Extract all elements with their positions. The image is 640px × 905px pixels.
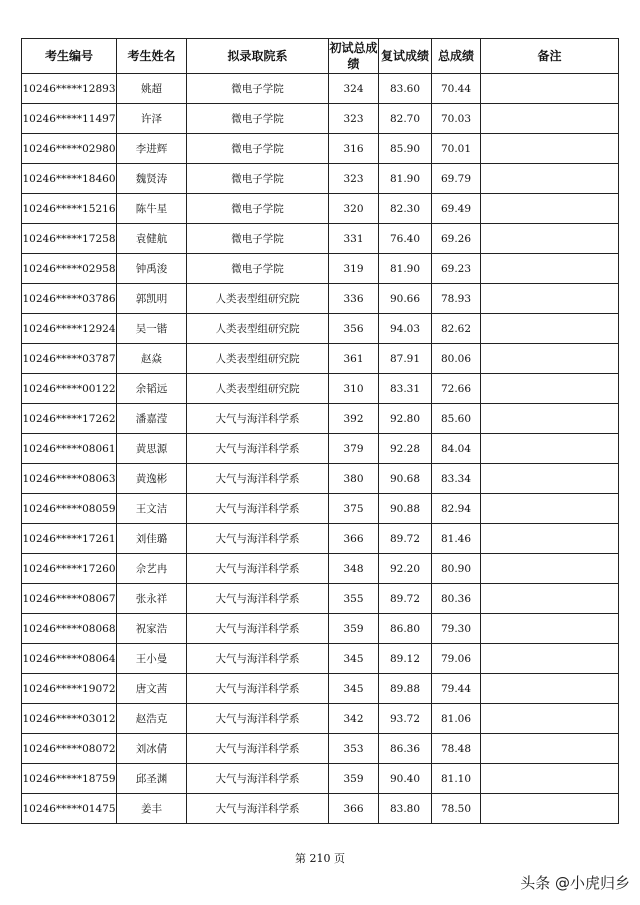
table-row — [22, 704, 619, 734]
table-row — [22, 284, 619, 314]
admission-score-table — [21, 38, 619, 824]
cell-candidate-id: 10246*****01475 — [22, 794, 117, 824]
cell-candidate-id: 10246*****08059 — [22, 494, 117, 524]
cell-total-score: 82.94 — [432, 494, 481, 524]
cell-preliminary-score: 375 — [329, 494, 379, 524]
cell-total-score: 69.23 — [432, 254, 481, 284]
table-row — [22, 254, 619, 284]
cell-remarks — [481, 74, 619, 104]
header-remarks: 备注 — [481, 39, 619, 74]
cell-interview-score: 92.20 — [379, 554, 432, 584]
table-header-row — [22, 39, 619, 74]
cell-candidate-id: 10246*****08063 — [22, 464, 117, 494]
cell-remarks — [481, 254, 619, 284]
cell-remarks — [481, 314, 619, 344]
cell-candidate-name: 陈牛星 — [117, 194, 187, 224]
cell-total-score: 83.34 — [432, 464, 481, 494]
cell-department: 微电子学院 — [187, 134, 329, 164]
cell-candidate-name: 赵焱 — [117, 344, 187, 374]
cell-candidate-name: 钟禹浚 — [117, 254, 187, 284]
cell-interview-score: 81.90 — [379, 164, 432, 194]
watermark: 头条 @小虎归乡 — [520, 874, 630, 892]
cell-interview-score: 94.03 — [379, 314, 432, 344]
cell-candidate-id: 10246*****08067 — [22, 584, 117, 614]
cell-candidate-name: 佘艺冉 — [117, 554, 187, 584]
cell-candidate-name: 姚超 — [117, 74, 187, 104]
cell-department: 大气与海洋科学系 — [187, 764, 329, 794]
table-row — [22, 134, 619, 164]
cell-preliminary-score: 331 — [329, 224, 379, 254]
cell-candidate-id: 10246*****08068 — [22, 614, 117, 644]
cell-total-score: 81.06 — [432, 704, 481, 734]
cell-total-score: 80.90 — [432, 554, 481, 584]
cell-interview-score: 85.90 — [379, 134, 432, 164]
cell-total-score: 84.04 — [432, 434, 481, 464]
cell-total-score: 81.46 — [432, 524, 481, 554]
table-row — [22, 104, 619, 134]
cell-department: 人类表型组研究院 — [187, 344, 329, 374]
cell-department: 微电子学院 — [187, 194, 329, 224]
cell-candidate-id: 10246*****12893 — [22, 74, 117, 104]
cell-remarks — [481, 644, 619, 674]
table-row — [22, 554, 619, 584]
cell-candidate-name: 吴一锴 — [117, 314, 187, 344]
cell-candidate-name: 郭凯明 — [117, 284, 187, 314]
table-row — [22, 494, 619, 524]
cell-candidate-name: 袁健航 — [117, 224, 187, 254]
cell-remarks — [481, 224, 619, 254]
table-row — [22, 734, 619, 764]
cell-candidate-name: 刘冰倩 — [117, 734, 187, 764]
cell-department: 大气与海洋科学系 — [187, 674, 329, 704]
cell-total-score: 80.06 — [432, 344, 481, 374]
cell-interview-score: 90.88 — [379, 494, 432, 524]
cell-department: 人类表型组研究院 — [187, 314, 329, 344]
cell-remarks — [481, 734, 619, 764]
cell-interview-score: 81.90 — [379, 254, 432, 284]
cell-remarks — [481, 194, 619, 224]
cell-interview-score: 89.12 — [379, 644, 432, 674]
cell-remarks — [481, 584, 619, 614]
cell-candidate-id: 10246*****02958 — [22, 254, 117, 284]
cell-preliminary-score: 336 — [329, 284, 379, 314]
table-row — [22, 524, 619, 554]
cell-department: 大气与海洋科学系 — [187, 524, 329, 554]
cell-total-score: 80.36 — [432, 584, 481, 614]
cell-candidate-name: 许泽 — [117, 104, 187, 134]
cell-candidate-id: 10246*****03012 — [22, 704, 117, 734]
cell-preliminary-score: 355 — [329, 584, 379, 614]
cell-total-score: 81.10 — [432, 764, 481, 794]
cell-remarks — [481, 164, 619, 194]
cell-candidate-name: 黄思源 — [117, 434, 187, 464]
cell-preliminary-score: 316 — [329, 134, 379, 164]
cell-remarks — [481, 764, 619, 794]
cell-total-score: 78.93 — [432, 284, 481, 314]
table-row — [22, 464, 619, 494]
cell-total-score: 78.50 — [432, 794, 481, 824]
cell-candidate-name: 王小曼 — [117, 644, 187, 674]
cell-preliminary-score: 380 — [329, 464, 379, 494]
table-row — [22, 584, 619, 614]
header-total-score: 总成绩 — [432, 39, 481, 74]
cell-remarks — [481, 464, 619, 494]
table-row — [22, 164, 619, 194]
cell-department: 微电子学院 — [187, 254, 329, 284]
cell-preliminary-score: 379 — [329, 434, 379, 464]
cell-remarks — [481, 554, 619, 584]
cell-interview-score: 83.60 — [379, 74, 432, 104]
cell-interview-score: 82.30 — [379, 194, 432, 224]
table-row — [22, 194, 619, 224]
header-preliminary-score: 初试总成绩 — [329, 39, 379, 74]
cell-remarks — [481, 794, 619, 824]
cell-preliminary-score: 319 — [329, 254, 379, 284]
cell-remarks — [481, 344, 619, 374]
cell-candidate-id: 10246*****18460 — [22, 164, 117, 194]
cell-total-score: 72.66 — [432, 374, 481, 404]
cell-preliminary-score: 361 — [329, 344, 379, 374]
cell-interview-score: 76.40 — [379, 224, 432, 254]
cell-total-score: 79.44 — [432, 674, 481, 704]
cell-remarks — [481, 614, 619, 644]
cell-preliminary-score: 356 — [329, 314, 379, 344]
cell-remarks — [481, 134, 619, 164]
cell-candidate-name: 赵浩克 — [117, 704, 187, 734]
cell-department: 大气与海洋科学系 — [187, 614, 329, 644]
cell-interview-score: 89.88 — [379, 674, 432, 704]
cell-preliminary-score: 323 — [329, 164, 379, 194]
table-row — [22, 344, 619, 374]
cell-preliminary-score: 320 — [329, 194, 379, 224]
cell-department: 大气与海洋科学系 — [187, 434, 329, 464]
cell-interview-score: 86.80 — [379, 614, 432, 644]
cell-preliminary-score: 324 — [329, 74, 379, 104]
cell-candidate-id: 10246*****00122 — [22, 374, 117, 404]
cell-remarks — [481, 374, 619, 404]
cell-preliminary-score: 366 — [329, 524, 379, 554]
cell-candidate-id: 10246*****03786 — [22, 284, 117, 314]
table-row — [22, 434, 619, 464]
header-interview-score: 复试成绩 — [379, 39, 432, 74]
cell-total-score: 79.30 — [432, 614, 481, 644]
cell-preliminary-score: 345 — [329, 674, 379, 704]
table-row — [22, 224, 619, 254]
cell-interview-score: 89.72 — [379, 524, 432, 554]
table-row — [22, 314, 619, 344]
cell-preliminary-score: 353 — [329, 734, 379, 764]
header-candidate-id: 考生编号 — [22, 39, 117, 74]
cell-candidate-id: 10246*****08072 — [22, 734, 117, 764]
cell-department: 微电子学院 — [187, 74, 329, 104]
cell-total-score: 70.01 — [432, 134, 481, 164]
cell-candidate-id: 10246*****18759 — [22, 764, 117, 794]
cell-interview-score: 83.31 — [379, 374, 432, 404]
cell-candidate-name: 张永祥 — [117, 584, 187, 614]
cell-remarks — [481, 404, 619, 434]
cell-preliminary-score: 366 — [329, 794, 379, 824]
cell-department: 大气与海洋科学系 — [187, 644, 329, 674]
cell-candidate-name: 黄逸彬 — [117, 464, 187, 494]
cell-candidate-name: 余韬远 — [117, 374, 187, 404]
cell-preliminary-score: 392 — [329, 404, 379, 434]
cell-preliminary-score: 345 — [329, 644, 379, 674]
cell-remarks — [481, 524, 619, 554]
cell-interview-score: 86.36 — [379, 734, 432, 764]
cell-preliminary-score: 348 — [329, 554, 379, 584]
cell-total-score: 79.06 — [432, 644, 481, 674]
cell-interview-score: 90.40 — [379, 764, 432, 794]
cell-interview-score: 93.72 — [379, 704, 432, 734]
header-candidate-name: 考生姓名 — [117, 39, 187, 74]
cell-candidate-name: 王文洁 — [117, 494, 187, 524]
cell-interview-score: 82.70 — [379, 104, 432, 134]
cell-candidate-name: 唐文茜 — [117, 674, 187, 704]
cell-candidate-id: 10246*****19072 — [22, 674, 117, 704]
cell-preliminary-score: 323 — [329, 104, 379, 134]
cell-candidate-id: 10246*****08064 — [22, 644, 117, 674]
cell-department: 大气与海洋科学系 — [187, 734, 329, 764]
cell-candidate-name: 李进辉 — [117, 134, 187, 164]
cell-total-score: 69.79 — [432, 164, 481, 194]
cell-department: 微电子学院 — [187, 104, 329, 134]
cell-preliminary-score: 310 — [329, 374, 379, 404]
cell-department: 大气与海洋科学系 — [187, 554, 329, 584]
cell-department: 大气与海洋科学系 — [187, 464, 329, 494]
cell-department: 大气与海洋科学系 — [187, 794, 329, 824]
cell-total-score: 69.49 — [432, 194, 481, 224]
cell-candidate-name: 邱圣渊 — [117, 764, 187, 794]
cell-remarks — [481, 104, 619, 134]
cell-candidate-id: 10246*****08061 — [22, 434, 117, 464]
page-number: 第 210 页 — [295, 852, 345, 865]
cell-remarks — [481, 674, 619, 704]
cell-interview-score: 92.28 — [379, 434, 432, 464]
header-department: 拟录取院系 — [187, 39, 329, 74]
cell-preliminary-score: 359 — [329, 614, 379, 644]
table-row — [22, 374, 619, 404]
cell-candidate-id: 10246*****02980 — [22, 134, 117, 164]
cell-interview-score: 83.80 — [379, 794, 432, 824]
cell-total-score: 82.62 — [432, 314, 481, 344]
cell-candidate-name: 魏贤涛 — [117, 164, 187, 194]
table-row — [22, 404, 619, 434]
cell-candidate-id: 10246*****12924 — [22, 314, 117, 344]
cell-department: 微电子学院 — [187, 224, 329, 254]
cell-candidate-id: 10246*****17258 — [22, 224, 117, 254]
cell-remarks — [481, 434, 619, 464]
cell-department: 大气与海洋科学系 — [187, 404, 329, 434]
cell-total-score: 70.44 — [432, 74, 481, 104]
cell-interview-score: 92.80 — [379, 404, 432, 434]
cell-department: 大气与海洋科学系 — [187, 584, 329, 614]
cell-candidate-id: 10246*****03787 — [22, 344, 117, 374]
cell-remarks — [481, 284, 619, 314]
cell-interview-score: 87.91 — [379, 344, 432, 374]
table-row — [22, 764, 619, 794]
cell-candidate-name: 姜丰 — [117, 794, 187, 824]
cell-interview-score: 90.68 — [379, 464, 432, 494]
cell-department: 人类表型组研究院 — [187, 374, 329, 404]
cell-department: 人类表型组研究院 — [187, 284, 329, 314]
table-row — [22, 614, 619, 644]
cell-candidate-id: 10246*****17262 — [22, 404, 117, 434]
table-row — [22, 74, 619, 104]
cell-candidate-id: 10246*****11497 — [22, 104, 117, 134]
cell-department: 大气与海洋科学系 — [187, 494, 329, 524]
table-row — [22, 674, 619, 704]
cell-department: 微电子学院 — [187, 164, 329, 194]
table-row — [22, 644, 619, 674]
cell-total-score: 69.26 — [432, 224, 481, 254]
cell-preliminary-score: 342 — [329, 704, 379, 734]
cell-candidate-id: 10246*****15216 — [22, 194, 117, 224]
cell-total-score: 85.60 — [432, 404, 481, 434]
cell-interview-score: 89.72 — [379, 584, 432, 614]
cell-department: 大气与海洋科学系 — [187, 704, 329, 734]
cell-candidate-id: 10246*****17260 — [22, 554, 117, 584]
cell-remarks — [481, 494, 619, 524]
cell-candidate-name: 祝家浩 — [117, 614, 187, 644]
cell-candidate-name: 潘嘉滢 — [117, 404, 187, 434]
cell-interview-score: 90.66 — [379, 284, 432, 314]
cell-candidate-id: 10246*****17261 — [22, 524, 117, 554]
table-row — [22, 794, 619, 824]
table-body — [22, 74, 619, 824]
cell-total-score: 70.03 — [432, 104, 481, 134]
cell-preliminary-score: 359 — [329, 764, 379, 794]
cell-total-score: 78.48 — [432, 734, 481, 764]
cell-remarks — [481, 704, 619, 734]
cell-candidate-name: 刘佳璐 — [117, 524, 187, 554]
